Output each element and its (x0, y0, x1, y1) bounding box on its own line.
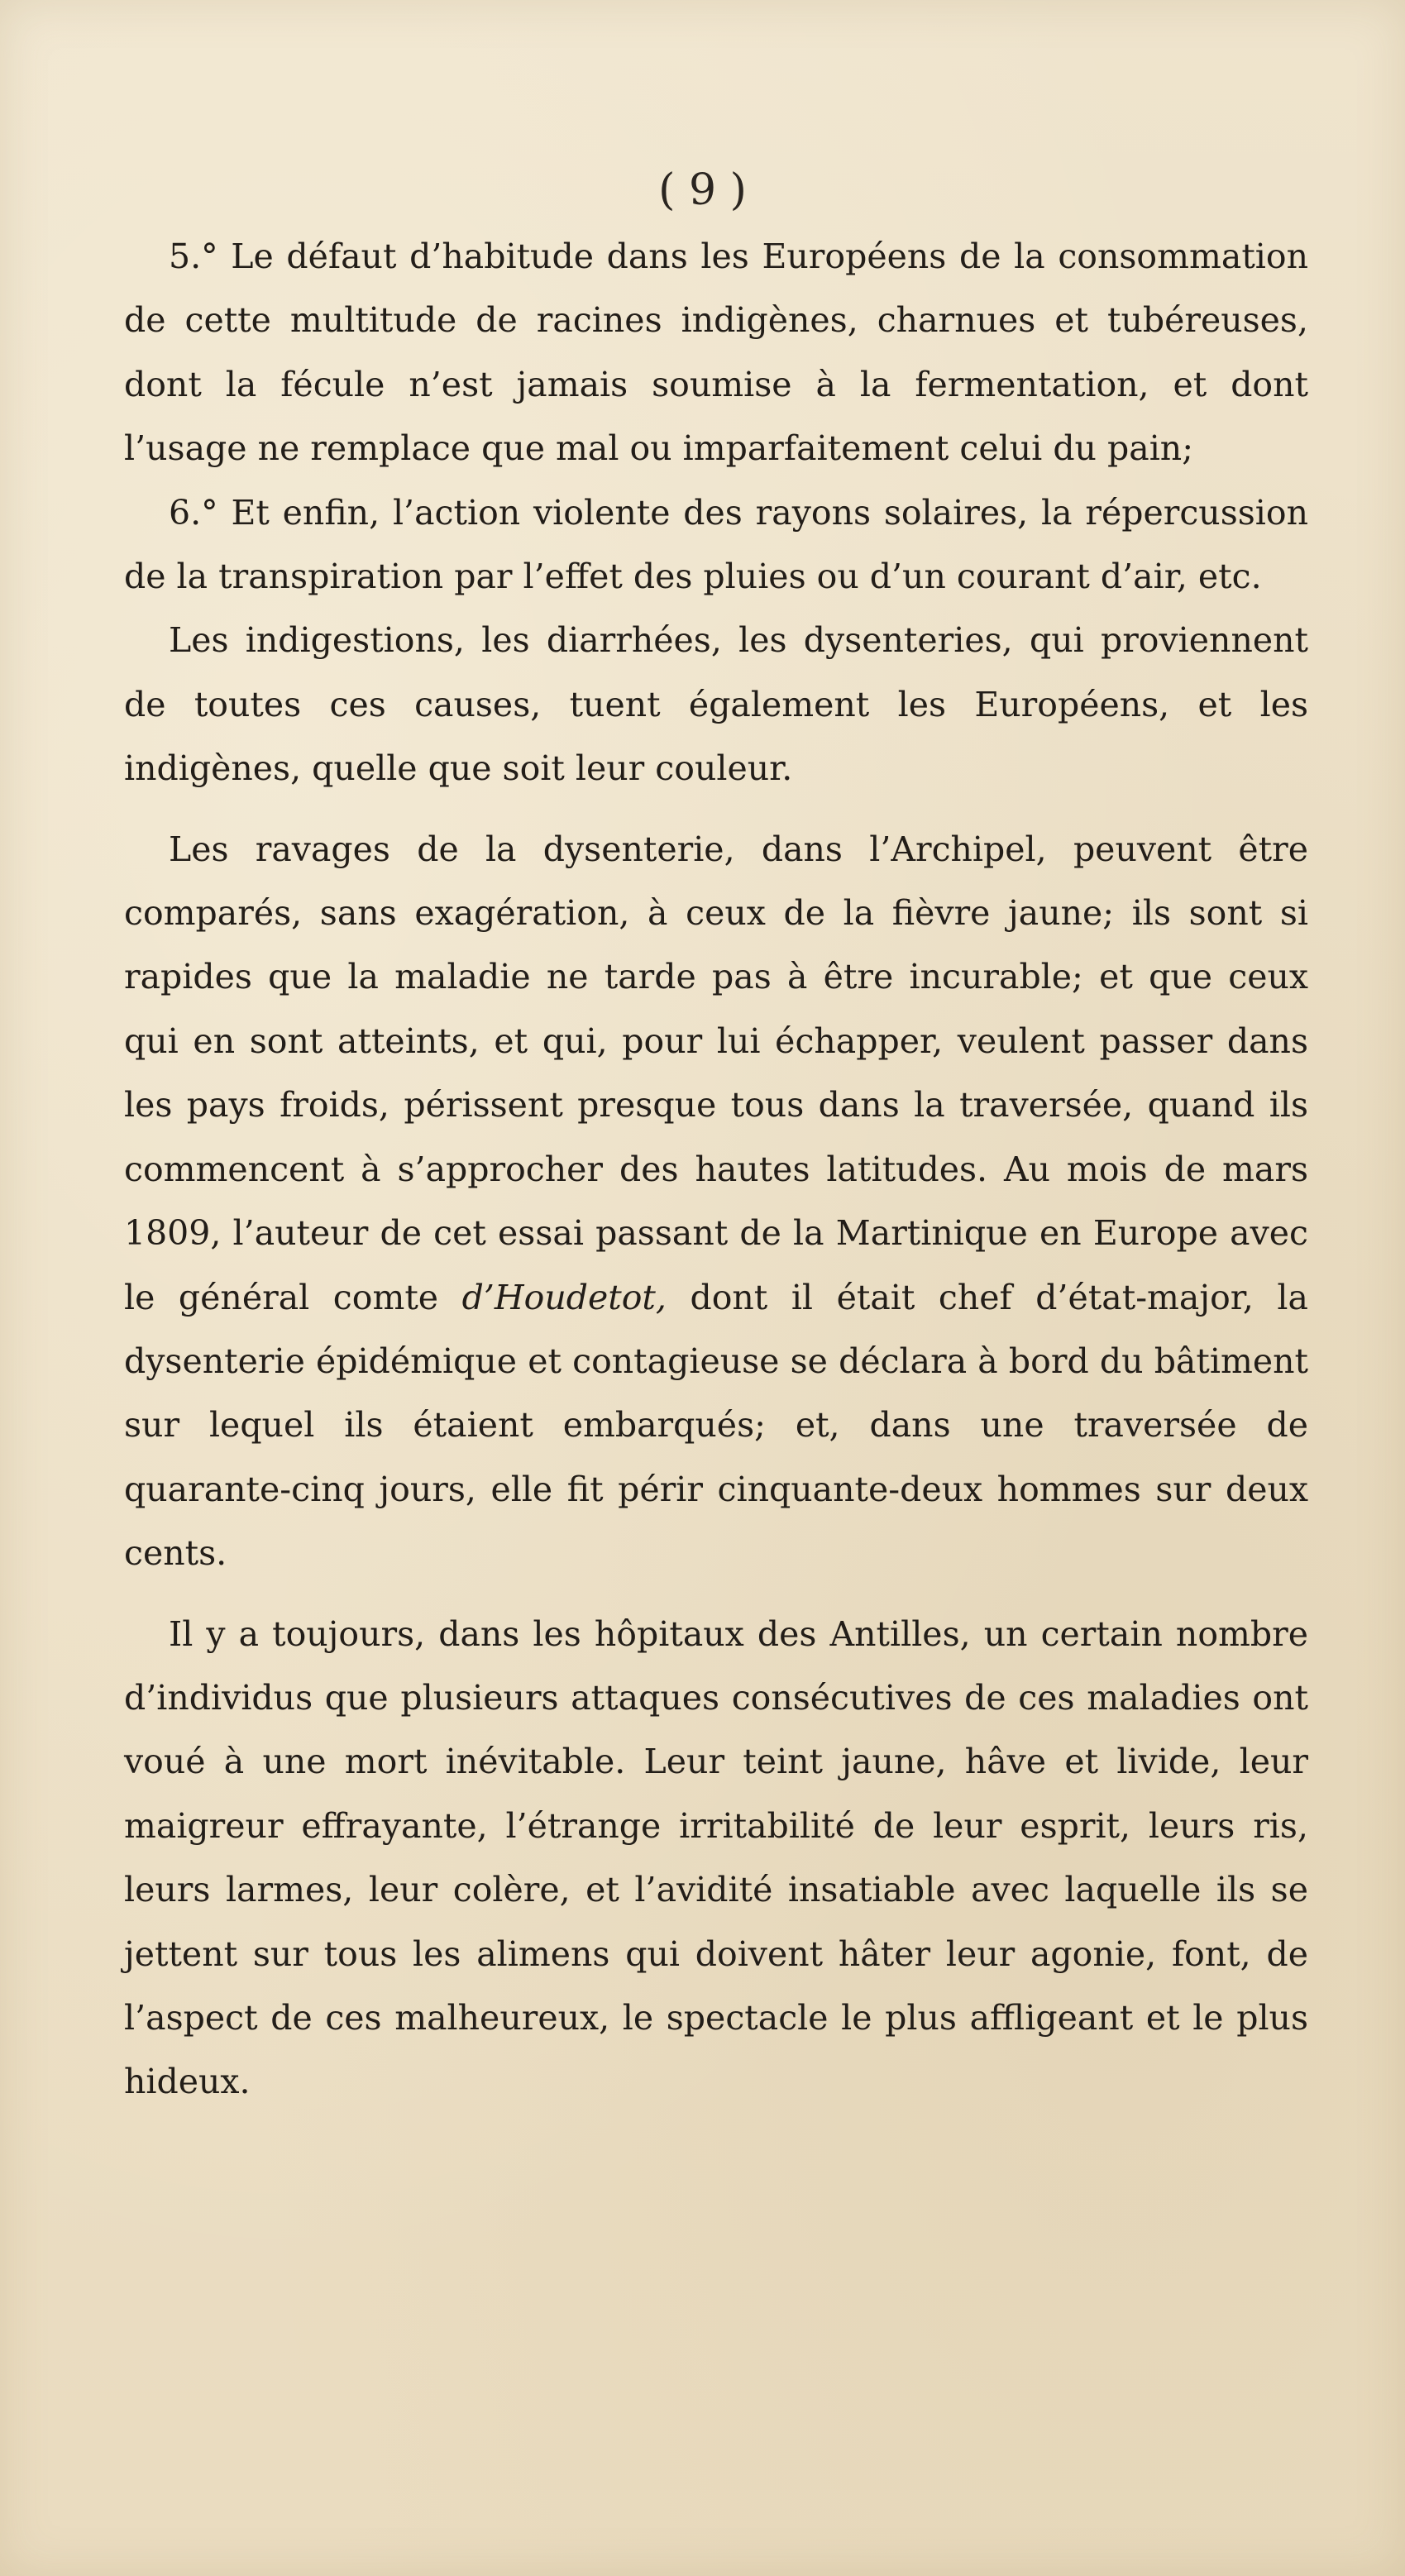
italic-name-houdetot: d’Houdetot, (461, 1277, 667, 1317)
paragraph-item-6: 6.° Et enfin, l’action violente des rayons solaires, la répercussion de la transpiration par l’effet des pluies ou d’un courant d’air, etc. (124, 492, 1308, 597)
paragraph-item-5: 5.° Le défaut d’habitude dans les Européens de la consommation de cette multitude de racines indigènes, charnues et tubéreuses, dont la fécule n’est jamais soumise à la fermentation, et dont l’usage ne remplace que mal ou imparfaitement celui du pain; (124, 237, 1308, 469)
paragraph-hopitaux: Il y a toujours, dans les hôpitaux des Antilles, un certain nombre d’individus que plusieurs attaques consécutives de ces maladies ont voué à une mort inévitable. Leur teint jaune, hâve et livide, leur maigreur effrayante, l’étrange irritabilité de leur esprit, leurs ris, leurs larmes, leur colère, et l’avidité insatiable avec laquelle ils se jettent sur tous les alimens qui doivent hâter leur agonie, font, de l’aspect de ces malheureux, le spectacle le plus affligeant et le plus hideux. (124, 1613, 1308, 2102)
paragraph-ravages-part-2: dont il était chef d’état-major, la dysenterie épidémique et contagieuse se déclara à bord du bâtiment sur lequel ils étaient embarqués; et, dans une traversée de quarante-cinq jours, elle fit périr cinquante-deux hommes sur deux cents. (124, 1277, 1308, 1574)
paragraph-ravages (124, 818, 1308, 1586)
body-text (124, 225, 1308, 2115)
page-number: ( 9 ) (658, 165, 747, 215)
paragraph-ravages-part-1: Les ravages de la dysenterie, dans l’Archipel, peuvent être comparés, sans exagération, à ceux de la fièvre jaune; ils sont si rapides que la maladie ne tarde pas à être incurable; et que ceux qui en sont atteints, et qui, pour lui échapper, veulent passer dans les pays froids, périssent presque tous dans la traversée, quand ils commencent à s’approcher des hautes latitudes. Au mois de mars 1809, l’auteur de cet essai passant de la Martinique en Europe avec le général comte (124, 829, 1308, 1317)
paragraph-indigestions: Les indigestions, les diarrhées, les dysenteries, qui proviennent de toutes ces causes, tuent également les Européens, et les indigènes, quelle que soit leur couleur. (124, 620, 1308, 789)
